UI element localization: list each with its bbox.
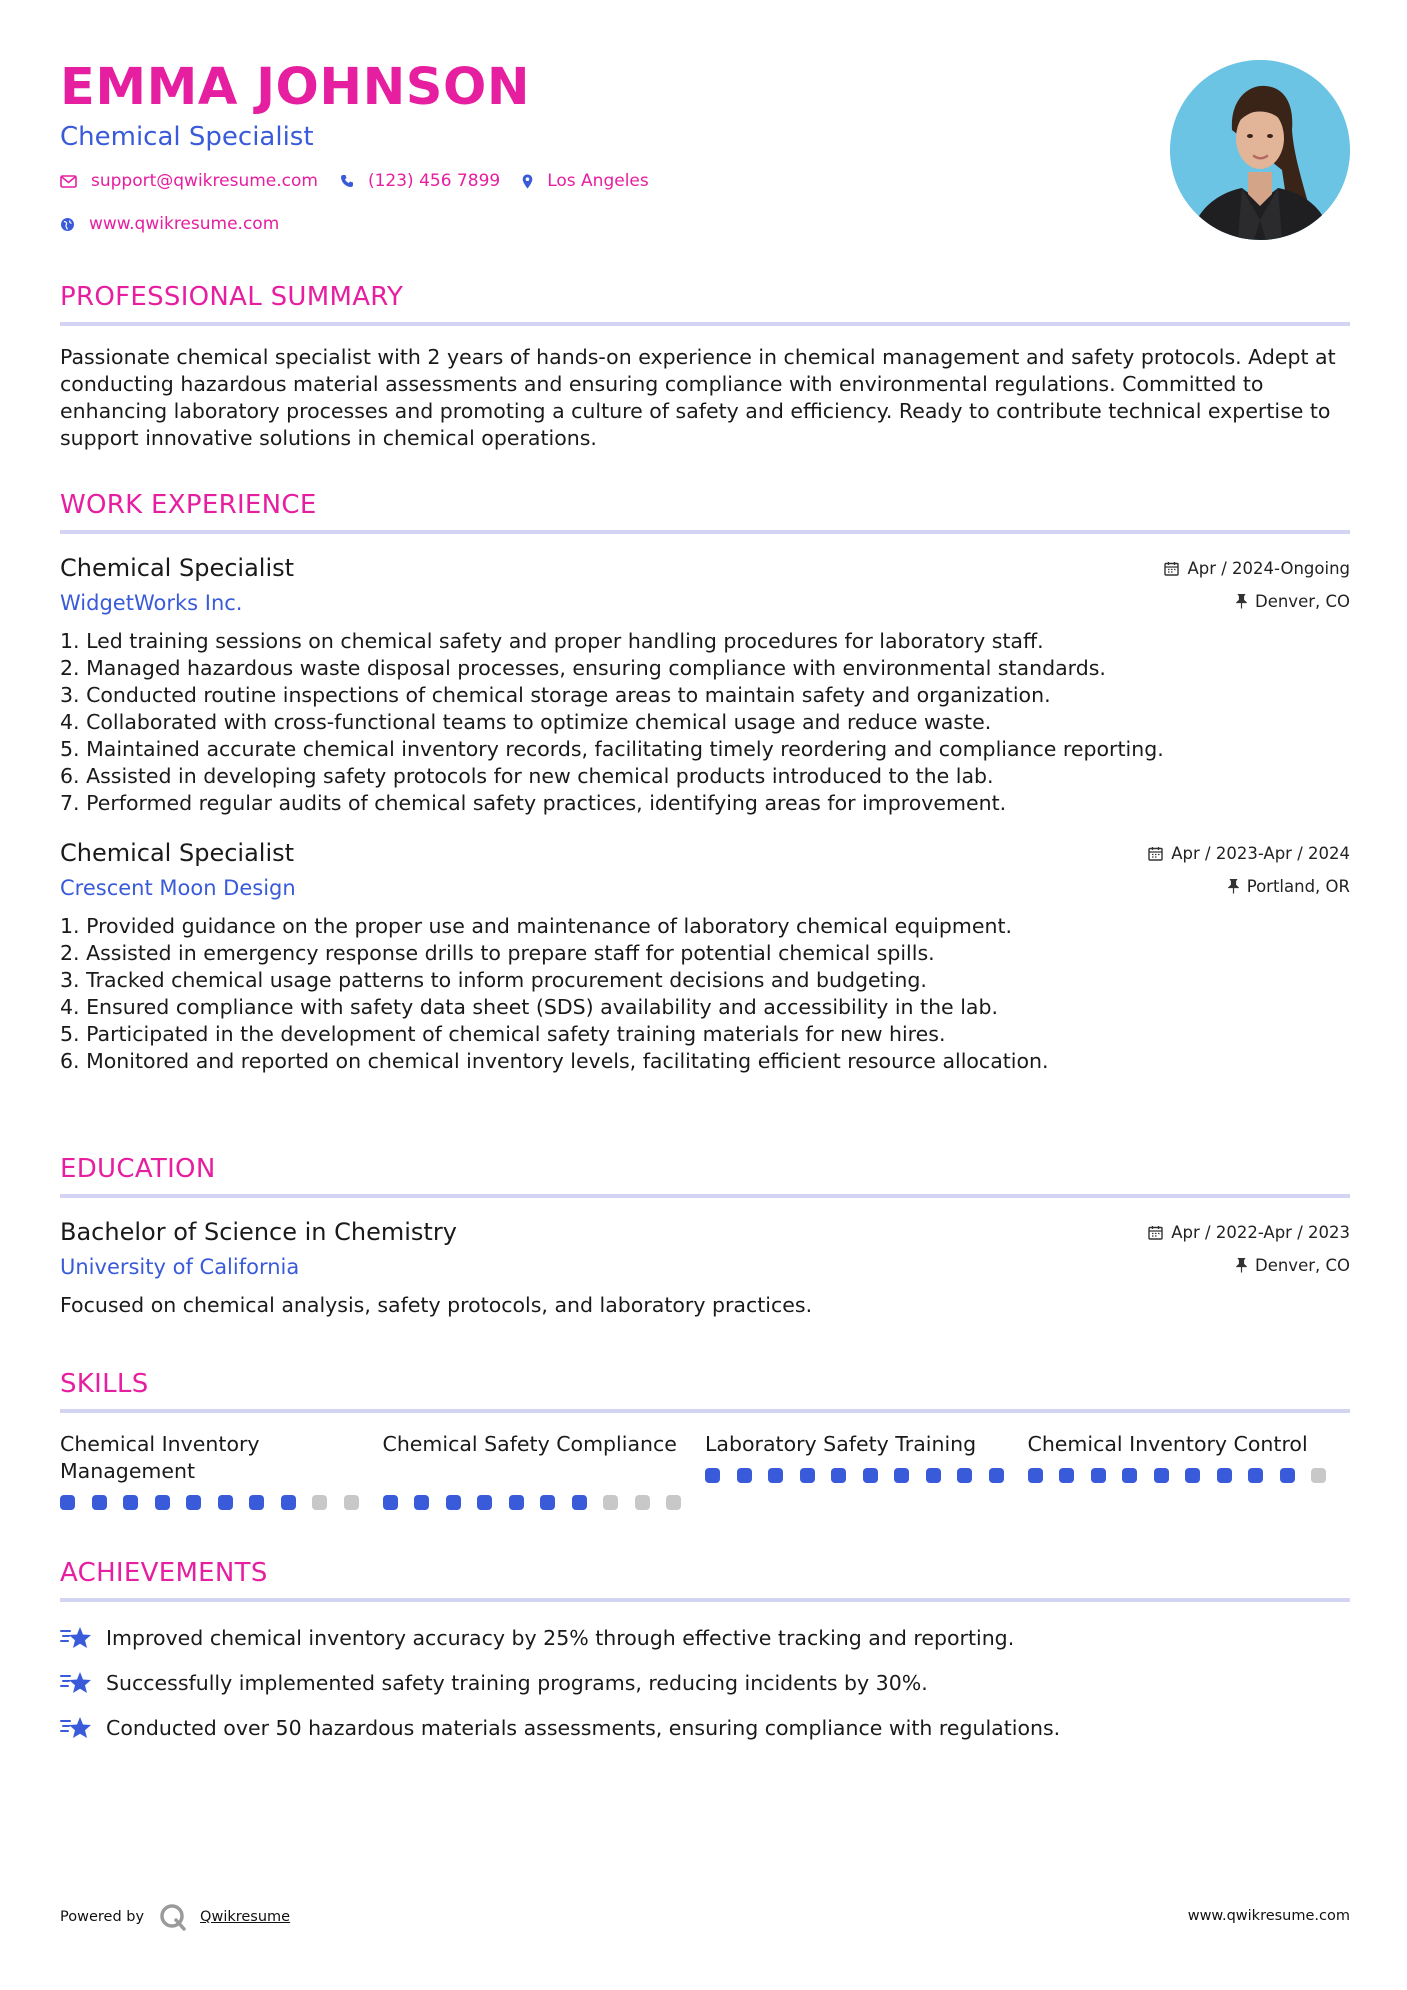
skills-section xyxy=(60,1367,1350,1510)
skill-dot xyxy=(344,1495,359,1510)
skill-dot xyxy=(1028,1468,1043,1483)
location-text: Los Angeles xyxy=(547,171,649,191)
calendar-icon xyxy=(1148,846,1163,861)
list-item: 6. Assisted in developing safety protocols for new chemical products introduced to the lab. xyxy=(60,764,994,788)
skill-dot xyxy=(1091,1468,1106,1483)
skills-grid xyxy=(60,1431,1350,1510)
list-item: 1. Led training sessions on chemical safety and proper handling procedures for laboratory staff. xyxy=(60,629,1044,653)
job-company: WidgetWorks Inc. xyxy=(60,591,243,615)
experience-heading: WORK EXPERIENCE xyxy=(60,490,317,520)
list-item: 4. Collaborated with cross-functional teams to optimize chemical usage and reduce waste. xyxy=(60,710,992,734)
pushpin-icon xyxy=(1228,879,1239,894)
list-item: 4. Ensured compliance with safety data sheet (SDS) availability and accessibility in the lab. xyxy=(60,995,998,1019)
job-location: Denver, CO xyxy=(1164,591,1350,611)
email-icon xyxy=(60,175,77,188)
skill-rating xyxy=(383,1495,706,1510)
experience-section xyxy=(60,488,1350,1075)
list-item: 5. Participated in the development of chemical safety training materials for new hires. xyxy=(60,1022,946,1046)
skill-rating xyxy=(1028,1468,1351,1483)
skill-dot xyxy=(92,1495,107,1510)
skill-dot xyxy=(800,1468,815,1483)
job-meta xyxy=(1148,843,1350,896)
candidate-title: Chemical Specialist xyxy=(60,122,314,152)
phone-item[interactable] xyxy=(340,171,500,191)
list-item: 3. Tracked chemical usage patterns to inform procurement decisions and budgeting. xyxy=(60,968,927,992)
contact-row-2 xyxy=(60,214,301,234)
skill-dot xyxy=(281,1495,296,1510)
job-entry xyxy=(60,552,1350,817)
education-description: Focused on chemical analysis, safety protocols, and laboratory practices. xyxy=(60,1293,813,1317)
job-bullets xyxy=(60,628,1350,817)
globe-icon xyxy=(60,217,75,232)
skill-dot xyxy=(1217,1468,1232,1483)
calendar-icon xyxy=(1148,1225,1163,1240)
shooting-star-icon xyxy=(60,1670,94,1696)
skill-dot xyxy=(1154,1468,1169,1483)
degree-title: Bachelor of Science in Chemistry xyxy=(60,1218,457,1246)
skill-dot xyxy=(666,1495,681,1510)
skills-heading: SKILLS xyxy=(60,1369,149,1399)
list-item: 3. Conducted routine inspections of chemical storage areas to maintain safety and organization. xyxy=(60,683,1051,707)
skill-dot xyxy=(768,1468,783,1483)
summary-text: Passionate chemical specialist with 2 years of hands-on experience in chemical management and safety protocols. Adept at conducting hazardous material assessments and ensuring compliance with environmental regulations. Committed to enhancing laboratory processes and promoting a culture of safety and efficiency. Ready to contribute technical expertise to support innovative solutions in chemical operations. xyxy=(60,345,1336,450)
phone-text: (123) 456 7899 xyxy=(367,171,501,191)
website-text: www.qwikresume.com xyxy=(89,214,280,234)
footer-url[interactable]: www.qwikresume.com xyxy=(1187,1908,1350,1924)
pushpin-icon xyxy=(1236,594,1247,609)
skill-dot xyxy=(312,1495,327,1510)
skill-dot xyxy=(123,1495,138,1510)
section-divider xyxy=(60,1409,1350,1413)
pushpin-icon xyxy=(1236,1258,1247,1273)
skill-dot xyxy=(635,1495,650,1510)
resume-header xyxy=(60,58,1350,248)
summary-heading: PROFESSIONAL SUMMARY xyxy=(60,282,404,312)
achievement-text: Improved chemical inventory accuracy by 25% through effective tracking and reporting. xyxy=(106,1625,1015,1650)
section-divider xyxy=(60,1194,1350,1198)
achievements-list xyxy=(60,1624,1350,1742)
shooting-star-icon xyxy=(60,1625,94,1651)
education-location: Denver, CO xyxy=(1148,1255,1350,1275)
powered-by xyxy=(60,1900,290,1934)
skill-item xyxy=(705,1431,1028,1510)
achievement-text: Conducted over 50 hazardous materials assessments, ensuring compliance with regulations. xyxy=(106,1715,1061,1740)
skill-name: Chemical Inventory Management xyxy=(60,1432,260,1483)
skill-name: Laboratory Safety Training xyxy=(705,1432,977,1456)
qwikresume-logo-icon xyxy=(158,1902,188,1932)
powered-by-label: Powered by xyxy=(60,1909,145,1925)
skill-dot xyxy=(737,1468,752,1483)
website-item[interactable] xyxy=(60,214,279,234)
job-title: Chemical Specialist xyxy=(60,554,295,582)
job-meta xyxy=(1164,558,1350,611)
education-heading: EDUCATION xyxy=(60,1154,216,1184)
job-company: Crescent Moon Design xyxy=(60,876,296,900)
section-divider xyxy=(60,530,1350,534)
map-pin-icon xyxy=(522,174,533,189)
skill-item xyxy=(383,1431,706,1510)
list-item xyxy=(60,1714,1350,1742)
skill-dot xyxy=(1185,1468,1200,1483)
summary-section xyxy=(60,280,1350,452)
job-entry xyxy=(60,837,1350,1075)
skill-dot xyxy=(477,1495,492,1510)
shooting-star-icon xyxy=(60,1715,94,1741)
skill-dot xyxy=(926,1468,941,1483)
skill-dot xyxy=(509,1495,524,1510)
skill-dot xyxy=(603,1495,618,1510)
education-dates: Apr / 2022-Apr / 2023 xyxy=(1148,1222,1350,1242)
skill-dot xyxy=(989,1468,1004,1483)
skill-dot xyxy=(894,1468,909,1483)
skill-dot xyxy=(249,1495,264,1510)
page-footer xyxy=(60,1900,1350,1934)
job-dates: Apr / 2024-Ongoing xyxy=(1164,558,1350,578)
section-divider xyxy=(60,322,1350,326)
profile-portrait-image xyxy=(1170,60,1350,240)
skill-dot xyxy=(572,1495,587,1510)
candidate-name: EMMA JOHNSON xyxy=(60,58,531,117)
skill-dot xyxy=(540,1495,555,1510)
list-item: 5. Maintained accurate chemical inventory records, facilitating timely reordering and compliance reporting. xyxy=(60,737,1164,761)
list-item: 2. Managed hazardous waste disposal processes, ensuring compliance with environmental standards. xyxy=(60,656,1106,680)
list-item xyxy=(60,1624,1350,1652)
skill-item xyxy=(1028,1431,1351,1510)
skill-dot xyxy=(414,1495,429,1510)
calendar-icon xyxy=(1164,561,1179,576)
section-divider xyxy=(60,1598,1350,1602)
phone-icon xyxy=(340,174,354,188)
skill-dot xyxy=(383,1495,398,1510)
achievements-heading: ACHIEVEMENTS xyxy=(60,1558,268,1588)
education-entry xyxy=(60,1216,1350,1319)
skill-dot xyxy=(1311,1468,1326,1483)
skill-dot xyxy=(863,1468,878,1483)
skill-dot xyxy=(1059,1468,1074,1483)
skill-dot xyxy=(218,1495,233,1510)
achievements-section xyxy=(60,1556,1350,1742)
skill-dot xyxy=(1248,1468,1263,1483)
qwikresume-link[interactable]: Qwikresume xyxy=(200,1909,291,1925)
skill-rating xyxy=(60,1495,383,1510)
skill-dot xyxy=(1122,1468,1137,1483)
profile-photo xyxy=(1170,60,1350,240)
list-item: 2. Assisted in emergency response drills to prepare staff for potential chemical spills. xyxy=(60,941,935,965)
skill-name: Chemical Inventory Control xyxy=(1027,1432,1308,1456)
job-location: Portland, OR xyxy=(1148,876,1350,896)
education-meta xyxy=(1148,1222,1350,1275)
skill-dot xyxy=(446,1495,461,1510)
location-item xyxy=(522,171,649,191)
skill-dot xyxy=(831,1468,846,1483)
contact-row-1 xyxy=(60,171,671,191)
achievement-text: Successfully implemented safety training programs, reducing incidents by 30%. xyxy=(106,1670,928,1695)
skill-dot xyxy=(957,1468,972,1483)
email-text: support@qwikresume.com xyxy=(91,171,318,191)
skill-item xyxy=(60,1431,383,1510)
skill-dot xyxy=(60,1495,75,1510)
list-item: 6. Monitored and reported on chemical inventory levels, facilitating efficient resource allocation. xyxy=(60,1049,1049,1073)
job-bullets xyxy=(60,913,1350,1075)
list-item xyxy=(60,1669,1350,1697)
job-dates: Apr / 2023-Apr / 2024 xyxy=(1148,843,1350,863)
list-item: 1. Provided guidance on the proper use and maintenance of laboratory chemical equipment. xyxy=(60,914,1013,938)
job-title: Chemical Specialist xyxy=(60,839,295,867)
skill-name: Chemical Safety Compliance xyxy=(382,1432,677,1456)
list-item: 7. Performed regular audits of chemical safety practices, identifying areas for improvement. xyxy=(60,791,1007,815)
skill-dot xyxy=(1280,1468,1295,1483)
education-section xyxy=(60,1152,1350,1319)
skill-dot xyxy=(705,1468,720,1483)
skill-dot xyxy=(186,1495,201,1510)
email-item[interactable] xyxy=(60,171,318,191)
skill-dot xyxy=(155,1495,170,1510)
school-name: University of California xyxy=(60,1255,300,1279)
skill-rating xyxy=(705,1468,1028,1483)
